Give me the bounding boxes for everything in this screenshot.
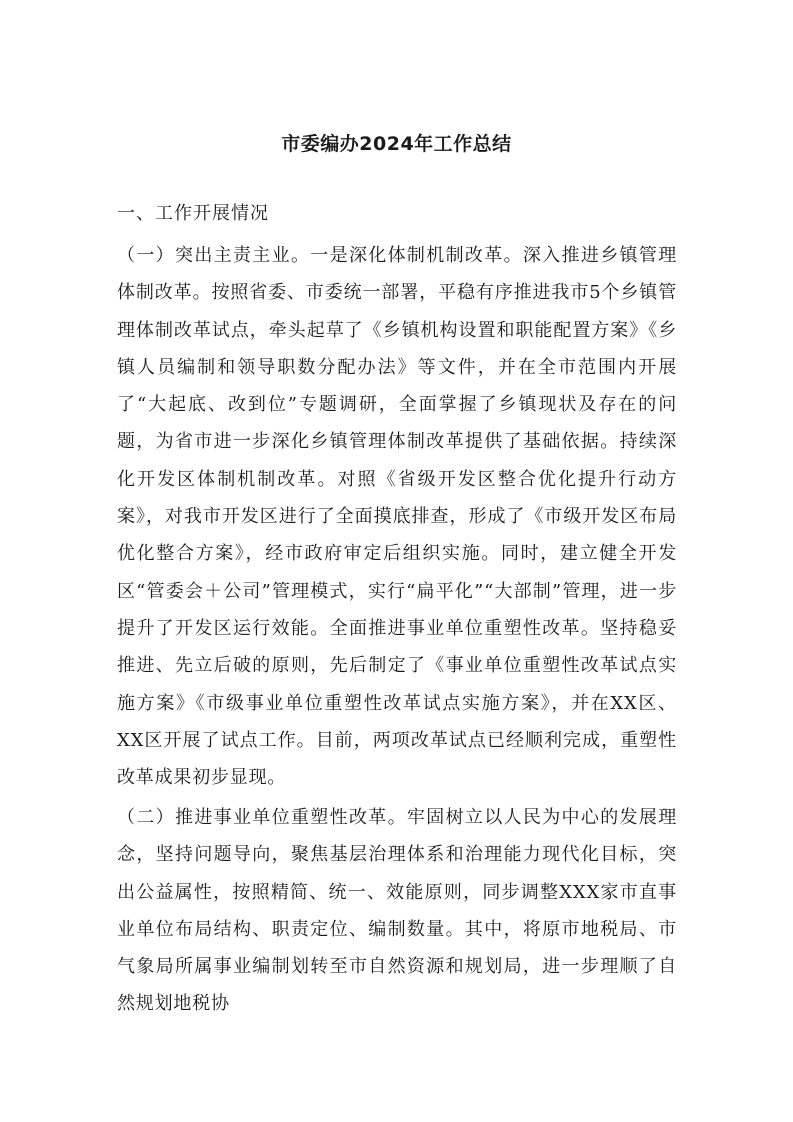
body-paragraph-2: （二）推进事业单位重塑性改革。牢固树立以人民为中心的发展理念，坚持问题导向，聚焦基层治理体系和治理能力现代化目标，突出公益属性，按照精简、统一、效能原则，同步调整XXX家市直事业单位布局结构、职责定位、编制数量。其中，将原市地税局、市气象局所属事业编制划转至市自然资源和规划局，进一步理顺了自然规划地税协 xyxy=(117,807,677,1015)
section-heading: 一、工作开展情况 xyxy=(117,203,269,224)
document-title: 市委编办2024年工作总结 xyxy=(281,133,512,155)
body-paragraph-1: （一）突出主责主业。一是深化体制机制改革。深入推进乡镇管理体制改革。按照省委、市委统一部署，平稳有序推进我市5个乡镇管理体制改革试点，牵头起草了《乡镇机构设置和职能配置方案》《乡镇人员编制和领导职数分配办法》等文件，并在全市范围内开展了“大起底、改到位”专题调研，全面掌握了乡镇现状及存在的问题，为省市进一步深化乡镇管理体制改革提供了基础依据。持续深化开发区体制机制改革。对照《省级开发区整合优化提升行动方案》，对我市开发区进行了全面摸底排查，形成了《市级开发区布局优化整合方案》，经市政府审定后组织实施。同时，建立健全开发区“管委会＋公司”管理模式，实行“扁平化”“大部制”管理，进一步提升了开发区运行效能。全面推进事业单位重塑性改革。坚持稳妥推进、先立后破的原则，先后制定了《事业单位重塑性改革试点实施方案》《市级事业单位重塑性改革试点实施方案》，并在XX区、XX区开展了试点工作。目前，两项改革试点已经顺利完成，重塑性改革成果初步显现。 xyxy=(117,245,677,789)
